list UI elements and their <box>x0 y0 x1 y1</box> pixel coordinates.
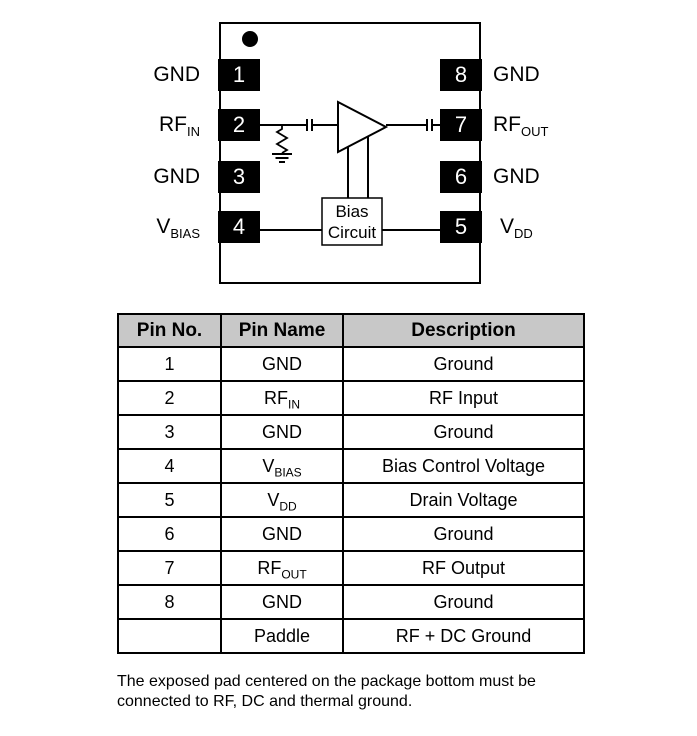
cell-description: Ground <box>343 517 584 551</box>
cell-pin-no <box>118 619 221 653</box>
exposed-pad-note-line1: The exposed pad centered on the package bottom must be <box>117 673 536 690</box>
header-pin-no: Pin No. <box>118 314 221 347</box>
exposed-pad-note-line2: connected to RF, DC and thermal ground. <box>117 693 413 710</box>
cell-description: Drain Voltage <box>343 483 584 517</box>
pin-label-vbias: $V_{BIAS}$ <box>156 215 200 242</box>
table-row <box>118 381 584 415</box>
pin-number-6: 6 <box>454 164 468 189</box>
cell-description: RF Input <box>343 381 584 415</box>
pin-number-5: 5 <box>454 214 468 239</box>
cell-pin-no: 6 <box>118 517 221 551</box>
bias-circuit-label-line1: Bias <box>335 202 369 221</box>
pin-label-gnd-8: GND <box>493 63 540 86</box>
pin-number-1: 1 <box>232 62 246 87</box>
table-row <box>118 415 584 449</box>
bias-circuit-label <box>322 201 382 243</box>
cell-pin-name: GND <box>221 517 343 551</box>
pin-label-gnd-3: GND <box>153 165 200 188</box>
exposed-pad-note <box>117 672 536 712</box>
pin-description-table <box>117 313 585 654</box>
pin-number-7: 7 <box>454 112 468 137</box>
cell-pin-name: GND <box>221 415 343 449</box>
table-row <box>118 551 584 585</box>
table-row <box>118 449 584 483</box>
cell-description: RF Output <box>343 551 584 585</box>
table-header-row <box>118 314 584 347</box>
pin-number-8: 8 <box>454 62 468 87</box>
cell-pin-name: Paddle <box>221 619 343 653</box>
cell-pin-no: 4 <box>118 449 221 483</box>
pin-number-3: 3 <box>232 164 246 189</box>
cell-pin-name: $V_{BIAS}$ <box>221 449 343 483</box>
table-row <box>118 483 584 517</box>
cell-pin-no: 7 <box>118 551 221 585</box>
package-pinout-diagram <box>0 0 697 300</box>
pin-label-rfout: $RF_{OUT}$ <box>493 113 549 140</box>
cell-pin-name: $RF_{OUT}$ <box>221 551 343 585</box>
pin-label-vdd: $V_{DD}$ <box>500 215 533 242</box>
bias-circuit-label-line2: Circuit <box>327 223 377 242</box>
table-row <box>118 347 584 381</box>
cell-pin-name: $RF_{IN}$ <box>221 381 343 415</box>
cell-pin-no: 2 <box>118 381 221 415</box>
pin-label-gnd-6: GND <box>493 165 540 188</box>
cell-pin-no: 1 <box>118 347 221 381</box>
cell-pin-name: GND <box>221 347 343 381</box>
cell-description: RF + DC Ground <box>343 619 584 653</box>
pin-label-gnd-1: GND <box>153 63 200 86</box>
pin-number-4: 4 <box>232 214 246 239</box>
cell-description: Bias Control Voltage <box>343 449 584 483</box>
cell-pin-name: GND <box>221 585 343 619</box>
pin-label-rfin: $RF_{IN}$ <box>159 113 200 140</box>
cell-description: Ground <box>343 585 584 619</box>
pin1-marker-dot-icon <box>242 31 258 47</box>
cell-pin-no: 8 <box>118 585 221 619</box>
table-row <box>118 517 584 551</box>
table-row-paddle <box>118 619 584 653</box>
cell-pin-no: 5 <box>118 483 221 517</box>
table-row <box>118 585 584 619</box>
header-description: Description <box>343 314 584 347</box>
cell-description: Ground <box>343 415 584 449</box>
header-pin-name: Pin Name <box>221 314 343 347</box>
cell-pin-name: $V_{DD}$ <box>221 483 343 517</box>
pin-number-2: 2 <box>232 112 246 137</box>
cell-pin-no: 3 <box>118 415 221 449</box>
cell-description: Ground <box>343 347 584 381</box>
